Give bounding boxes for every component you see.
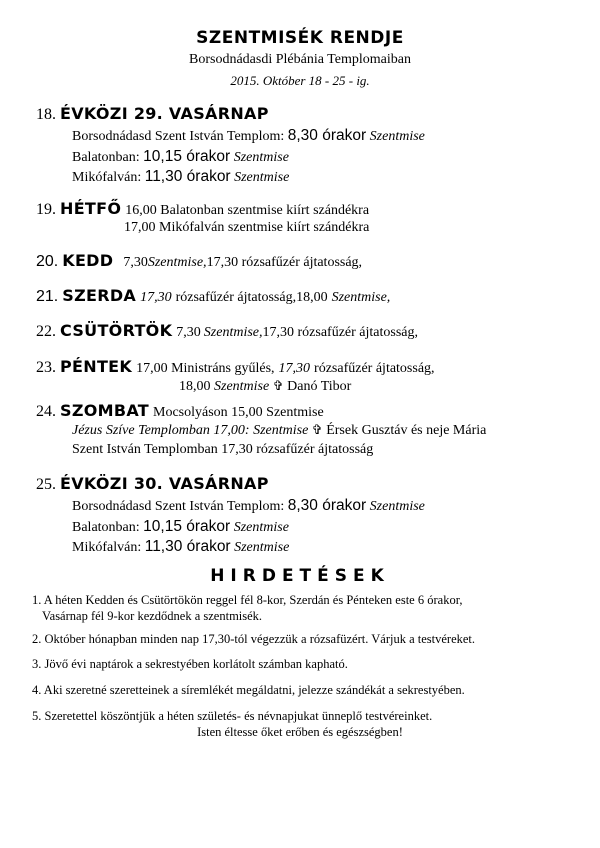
time: 17,30 bbox=[278, 361, 311, 376]
entry-23-heading bbox=[36, 357, 435, 377]
entry-18-line-1 bbox=[72, 127, 425, 145]
entry-18-day: ÉVKÖZI 29. VASÁRNAP bbox=[60, 104, 269, 123]
entry-23-line-2 bbox=[179, 378, 351, 395]
announcements-title: HIRDETÉSEK bbox=[210, 566, 390, 586]
announcement-1-line-1: 1. A héten Kedden és Csütörtökön reggel fél 8-kor, Szerdán és Pénteken este 6 órakor, bbox=[32, 593, 463, 607]
place: Balatonban: bbox=[72, 150, 140, 165]
entry-25-line-2 bbox=[72, 518, 289, 536]
intention-name: Érsek Gusztáv és neje Mária bbox=[326, 423, 487, 438]
mass-label: Szentmise bbox=[214, 379, 270, 394]
announcement-5-line-2: Isten éltesse őket erőben és egészségben! bbox=[197, 725, 403, 739]
mass-label: Szentmise bbox=[369, 129, 425, 144]
entry-21-heading bbox=[36, 286, 390, 306]
time: 7,30 bbox=[123, 255, 148, 270]
entry-25-line-1 bbox=[72, 497, 425, 515]
entry-20-heading bbox=[36, 251, 362, 271]
entry-24-day: SZOMBAT bbox=[60, 401, 149, 420]
place: Mikófalván: bbox=[72, 540, 142, 555]
time: 7,30 bbox=[176, 325, 201, 340]
cross-icon: ✞ bbox=[311, 422, 323, 437]
time: 10,15 órakor bbox=[143, 518, 231, 535]
ministrant-text: 17,00 Ministráns gyűlés, bbox=[136, 361, 275, 376]
mass-label: Szentmise bbox=[234, 540, 290, 555]
entry-19-heading bbox=[36, 199, 369, 219]
entry-22-number: 22. bbox=[36, 323, 56, 340]
entry-25-day: ÉVKÖZI 30. VASÁRNAP bbox=[60, 474, 269, 493]
date-range: 2015. Október 18 - 25 - ig. bbox=[230, 73, 370, 88]
time: 8,30 órakor bbox=[287, 497, 367, 514]
entry-20-day: KEDD bbox=[62, 251, 114, 270]
church-mass: Jézus Szíve Templomban 17,00: Szentmise bbox=[72, 423, 309, 438]
cross-icon: ✞ bbox=[272, 378, 284, 393]
place: Borsodnádasd Szent István Templom: bbox=[72, 129, 285, 144]
entry-25-line-3 bbox=[72, 538, 289, 556]
place: Balatonban: bbox=[72, 520, 140, 535]
entry-21-day: SZERDA bbox=[62, 286, 137, 305]
place: Borsodnádasd Szent István Templom: bbox=[72, 499, 285, 514]
page-title: SZENTMISÉK RENDJE bbox=[196, 28, 404, 48]
entry-22-day: CSÜTÖRTÖK bbox=[60, 321, 173, 340]
entry-25-heading bbox=[36, 474, 269, 494]
entry-23-number: 23. bbox=[36, 359, 56, 376]
entry-19-number: 19. bbox=[36, 201, 56, 218]
intention-name: Danó Tibor bbox=[287, 379, 352, 394]
entry-24-heading bbox=[36, 401, 324, 421]
entry-24-number: 24. bbox=[36, 403, 56, 420]
time: 17,30 bbox=[140, 290, 172, 305]
entry-18-line-2 bbox=[72, 148, 289, 166]
entry-19-day: HÉTFŐ bbox=[60, 199, 122, 218]
entry-18-heading bbox=[36, 104, 269, 124]
entry-24-line-3: Szent István Templomban 17,30 rózsafűzér ájtatosság bbox=[72, 442, 374, 457]
entry-23-day: PÉNTEK bbox=[60, 357, 133, 376]
entry-22-heading bbox=[36, 321, 418, 341]
time: 11,30 órakor bbox=[144, 168, 231, 185]
entry-24-line-2 bbox=[72, 422, 486, 439]
entry-19-line-1: 16,00 Balatonban szentmise kiírt szándékra bbox=[125, 203, 370, 218]
announcement-3: 3. Jövő évi naptárok a sekrestyében korlátolt számban kapható. bbox=[32, 657, 348, 671]
mass-label: Szentmise, bbox=[147, 255, 207, 270]
entry-19-line-2: 17,00 Mikófalván szentmise kiírt szándékra bbox=[124, 220, 370, 235]
entry-25-number: 25. bbox=[36, 476, 56, 493]
rosary-text: rózsafűzér ájtatosság,18,00 bbox=[175, 290, 328, 305]
rosary-text: 17,30 rózsafűzér ájtatosság, bbox=[206, 255, 363, 270]
time: 8,30 órakor bbox=[287, 127, 367, 144]
entry-18-line-3 bbox=[72, 168, 289, 186]
rosary-text: rózsafűzér ájtatosság, bbox=[314, 361, 435, 376]
mass-label: Szentmise bbox=[369, 499, 425, 514]
mass-label: Szentmise bbox=[233, 520, 289, 535]
entry-24-line-1: Mocsolyáson 15,00 Szentmise bbox=[153, 405, 324, 420]
announcement-4: 4. Aki szeretné szeretteinek a síremlékét megáldatni, jelezze szándékát a sekrestyében. bbox=[32, 683, 465, 697]
mass-label: Szentmise bbox=[233, 150, 289, 165]
mass-label: Szentmise, bbox=[331, 290, 391, 305]
announcement-1-line-2: Vasárnap fél 9-kor kezdődnek a szentmisék. bbox=[42, 609, 263, 623]
entry-20-number: 20. bbox=[36, 253, 59, 270]
rosary-text: 17,30 rózsafűzér ájtatosság, bbox=[262, 325, 419, 340]
time: 18,00 bbox=[179, 379, 211, 394]
announcement-5-line-1: 5. Szeretettel köszöntjük a héten születés- és névnapjukat ünneplő testvéreinket. bbox=[32, 709, 433, 723]
mass-label: Szentmise, bbox=[203, 325, 263, 340]
time: 10,15 órakor bbox=[143, 148, 231, 165]
entry-21-number: 21. bbox=[36, 288, 59, 305]
parish-subtitle: Borsodnádasdi Plébánia Templomaiban bbox=[189, 52, 411, 67]
time: 11,30 órakor bbox=[144, 538, 231, 555]
entry-18-number: 18. bbox=[36, 106, 56, 123]
mass-label: Szentmise bbox=[234, 170, 290, 185]
place: Mikófalván: bbox=[72, 170, 142, 185]
announcement-2: 2. Október hónapban minden nap 17,30-tól végezzük a rózsafüzért. Várjuk a testvéreket. bbox=[32, 632, 476, 646]
